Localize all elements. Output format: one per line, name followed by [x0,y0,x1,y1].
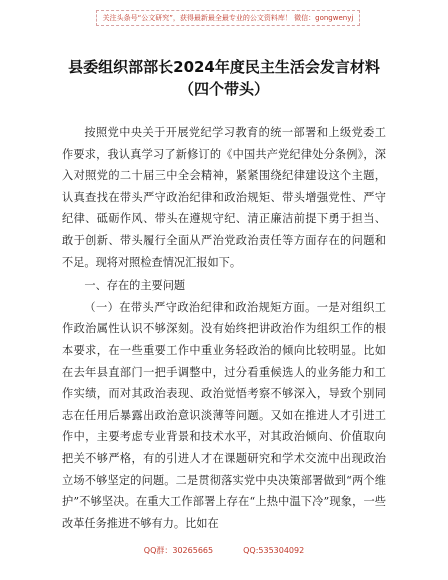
document-title: 县委组织部部长2024年度民主生活会发言材料 [68,58,380,76]
footer-qq: QQ:535304092 [243,546,305,555]
document-body [62,122,386,534]
intro-paragraph: 按照党中央关于开展党纪学习教育的统一部署和上级党委工作要求，我认真学习了新修订的《中国共产党纪律处分条例》，深入对照党的二十届三中全会精神，紧紧围绕纪律建设这个主题，认真查找在带头严守政治纪律和政治规矩、带头增强党性、严守纪律、砥砺作风、带头在遵规守纪、清正廉洁前提下勇于担当、敢于创新、带头履行全面从严治党政治责任等方面存在的问题和不足。现将对照检查情况汇报如下。 [62,126,386,269]
document-subtitle: （四个带头） [178,80,269,98]
footer-qq-group: QQ群：30265665 [143,546,214,555]
footer [0,545,448,556]
section-paragraph: （一）在带头严守政治纪律和政治规矩方面。一是对组织工作政治属性认识不够深刻。没有始终把讲政治作为组织工作的根本要求，在一些重要工作中重业务轻政治的倾向比较明显。比如在去年县直部门一把手调整中，过分看重候选人的业务能力和工作实绩，而对其政治表现、政治觉悟考察不够深入，导致个别同志在任用后暴露出政治意识淡薄等问题。又如在推进人才引进工作中，主要考虑专业背景和技术水平，对其政治倾向、价值取向把关不够严格，有的引进人才在课题研究和学术交流中出现政治立场不够坚定的问题。二是贯彻落实党中央决策部署做到“两个维护”不够坚决。在重大工作部署上存在“上热中温下冷”现象，一些改革任务推进不够有力。比如在 [62,300,386,530]
section-heading: 一、存在的主要问题 [84,279,186,293]
top-banner: 关注头条号“公文研究”，获得最新最全最专业的公文资料库！ 微信：gongwenyj [96,10,360,26]
